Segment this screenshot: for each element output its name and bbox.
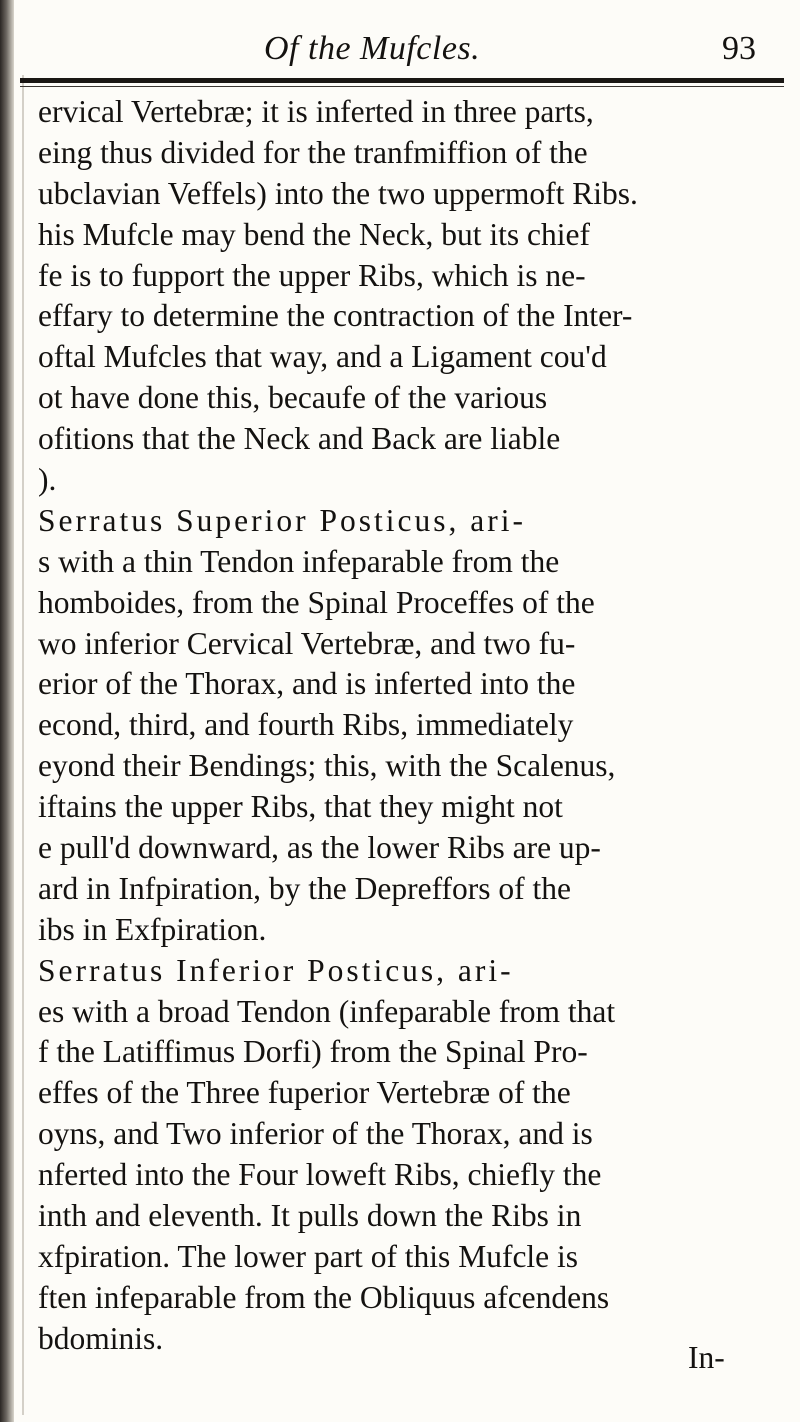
binding-gutter bbox=[0, 0, 14, 1422]
text-line: ). bbox=[38, 462, 57, 498]
text-line: erior of the Thorax, and is inferted into the bbox=[38, 666, 576, 702]
text-line: eyond their Bendings; this, with the Scalenus, bbox=[38, 748, 616, 784]
text-line: e pull'd downward, as the lower Ribs are up- bbox=[38, 830, 601, 866]
text-line: homboides, from the Spinal Proceffes of the bbox=[38, 584, 595, 620]
header-rule bbox=[20, 78, 784, 83]
text-line: ervical Vertebræ; it is inferted in three parts, bbox=[38, 94, 594, 129]
text-line: s with a thin Tendon infeparable from the bbox=[38, 543, 560, 579]
text-line: ibs in Exfpiration. bbox=[38, 911, 267, 947]
text-line: eing thus divided for the tranfmiffion of the bbox=[38, 134, 588, 170]
running-title: Of the Mufcles. bbox=[264, 30, 481, 67]
text-line: ot have done this, becaufe of the various bbox=[38, 380, 548, 416]
header-rule-thin bbox=[20, 86, 784, 87]
text-line: ard in Infpiration, by the Depreffors of the bbox=[38, 870, 571, 906]
text-line: ofitions that the Neck and Back are liable bbox=[38, 421, 561, 457]
text-line: his Mufcle may bend the Neck, but its chief bbox=[38, 216, 590, 252]
text-line: es with a broad Tendon (infeparable from that bbox=[38, 993, 616, 1029]
text-line: ften infeparable from the Obliquus afcendens bbox=[38, 1279, 610, 1315]
text-line: oyns, and Two inferior of the Thorax, and is bbox=[38, 1116, 593, 1152]
page-number: 93 bbox=[722, 30, 756, 67]
text-line: iftains the upper Ribs, that they might not bbox=[38, 789, 563, 825]
text-line: bdominis. bbox=[38, 1320, 164, 1356]
text-line: fe is to fupport the upper Ribs, which is ne- bbox=[38, 257, 586, 293]
text-line: inth and eleventh. It pulls down the Ribs in bbox=[38, 1198, 582, 1234]
page-header bbox=[20, 22, 782, 72]
text-line: f the Latiffimus Dorfi) from the Spinal Pro- bbox=[38, 1034, 588, 1070]
text-line: effes of the Three fuperior Vertebræ of the bbox=[38, 1075, 571, 1111]
section-heading-line: Serratus Inferior Posticus, ari- bbox=[38, 952, 514, 988]
gutter-shadow bbox=[22, 75, 24, 1415]
text-line: ubclavian Veffels) into the two uppermoft Ribs. bbox=[38, 175, 638, 211]
catchword: In- bbox=[688, 1340, 725, 1375]
body-text bbox=[38, 92, 778, 1360]
section-heading-line: Serratus Superior Posticus, ari- bbox=[38, 502, 526, 538]
text-line: effary to determine the contraction of the Inter- bbox=[38, 298, 633, 334]
text-line: econd, third, and fourth Ribs, immediately bbox=[38, 707, 574, 743]
text-line: oftal Mufcles that way, and a Ligament cou'd bbox=[38, 339, 607, 375]
text-line: xfpiration. The lower part of this Mufcle is bbox=[38, 1238, 579, 1274]
text-line: nferted into the Four loweft Ribs, chiefly the bbox=[38, 1157, 602, 1193]
text-line: wo inferior Cervical Vertebræ, and two fu- bbox=[38, 625, 576, 661]
